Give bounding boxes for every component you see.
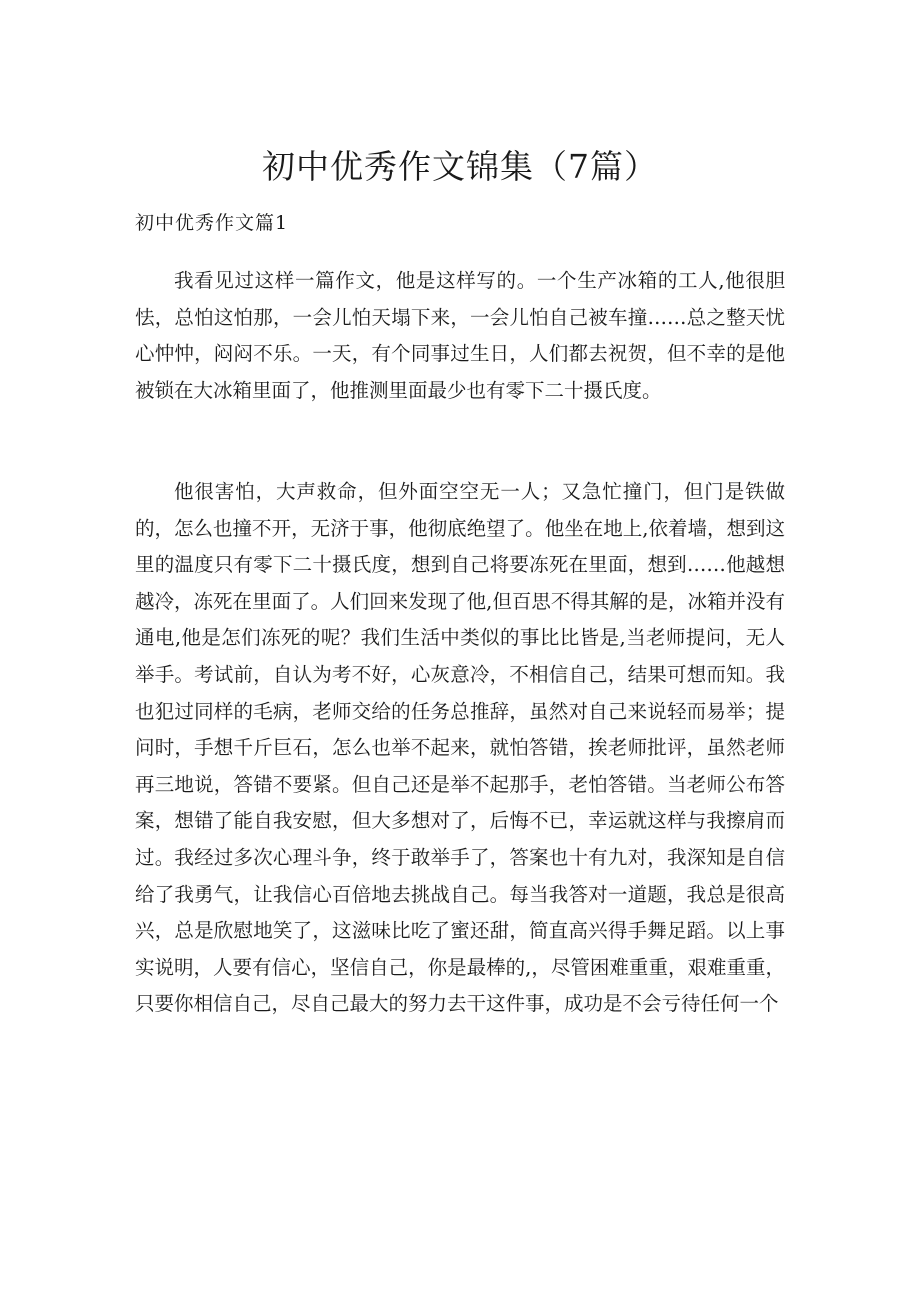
body-paragraph-1: 我看见过这样一篇作文，他是这样写的。一个生产冰箱的工人,他很胆怯，总怕这怕那，一会儿怕天塌下来，一会儿怕自己被车撞……总之整天忧心忡忡，闷闷不乐。一天，有个同事过生日，人们都去祝贺，但不幸的是他被锁在大冰箱里面了，他推测里面最少也有零下二十摄氏度。 [135,269,785,402]
section-heading: 初中优秀作文篇1 [135,212,289,234]
body-paragraph-2: 他很害怕，大声救命，但外面空空无一人；又急忙撞门，但门是铁做的，怎么也撞不开，无济于事，他彻底绝望了。他坐在地上,依着墙，想到这里的温度只有零下二十摄氏度，想到自己将要冻死在里面，想到……他越想越冷，冻死在里面了。人们回来发现了他,但百思不得其解的是，冰箱并没有通电,他是怎们冻死的呢？我们生活中类似的事比比皆是,当老师提问，无人举手。考试前，自认为考不好，心灰意冷，不相信自己，结果可想而知。我也犯过同样的毛病，老师交给的任务总推辞，虽然对自己来说轻而易举；提问时，手想千斤巨石，怎么也举不起来，就怕答错，挨老师批评，虽然老师再三地说，答错不要紧。但自己还是举不起那手，老怕答错。当老师公布答案，想错了能自我安慰，但大多想对了，后悔不已，幸运就这样与我擦肩而过。我经过多次心理斗争，终于敢举手了，答案也十有九对，我深知是自信给了我勇气，让我信心百倍地去挑战自己。每当我答对一道题，我总是很高兴，总是欣慰地笑了，这滋味比吃了蜜还甜，简直高兴得手舞足蹈。以上事实说明，人要有信心，坚信自己，你是最棒的,，尽管困难重重，艰难重重，只要你相信自己，尽自己最大的努力去干这件事，成功是不会亏待任何一个 [135,480,785,1016]
document-title: 初中优秀作文锦集（7篇） [262,147,658,186]
